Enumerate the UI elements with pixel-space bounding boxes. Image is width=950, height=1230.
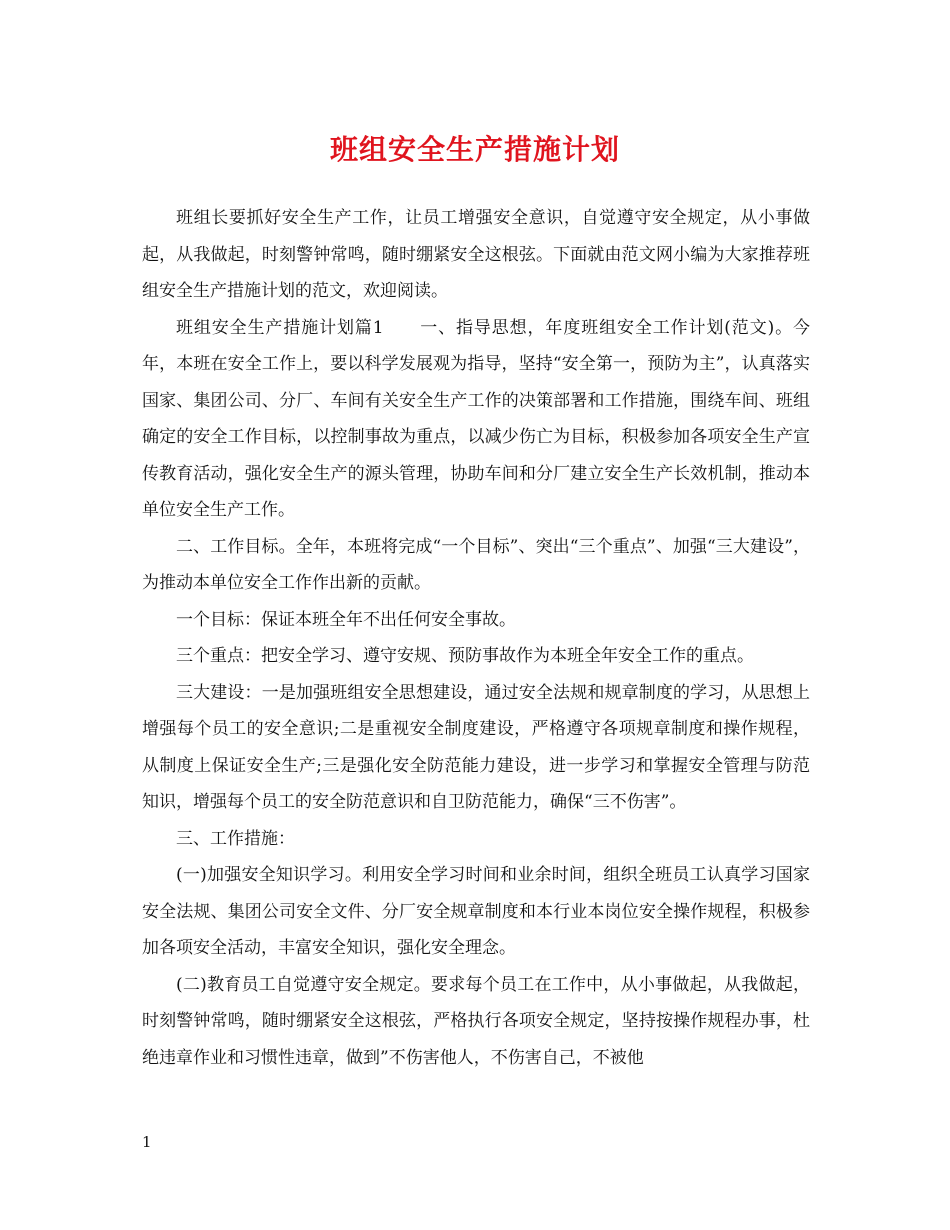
paragraph-intro: 班组长要抓好安全生产工作，让员工增强安全意识，自觉遵守安全规定，从小事做起，从我做起，时刻警钟常鸣，随时绷紧安全这根弦。下面就由范文网小编为大家推荐班组安全生产措施计划的范文，欢迎阅读。 [142, 208, 810, 301]
paragraph-work-measures-heading: 三、工作措施： [176, 828, 295, 849]
document-body [142, 200, 810, 1076]
paragraph-one-goal: 一个目标：保证本班全年不出任何安全事故。 [176, 609, 516, 630]
paragraph-three-constructions: 三大建设：一是加强班组安全思想建设，通过安全法规和规章制度的学习，从思想上增强每个员工的安全意识;二是重视安全制度建设，严格遵守各项规章制度和操作规程，从制度上保证安全生产;三是强化安全防范能力建设，进一步学习和掌握安全管理与防范知识，增强每个员工的安全防范意识和自卫防范能力，确保“三不伤害”。 [142, 682, 810, 812]
document-title: 班组安全生产措施计划 [329, 133, 620, 166]
paragraph-work-goals: 二、工作目标。全年，本班将完成“一个目标”、突出“三个重点”、加强“三大建设”，为推动本单位安全工作作出新的贡献。 [142, 536, 810, 593]
paragraph-measure-2: (二)教育员工自觉遵守安全规定。要求每个员工在工作中，从小事做起，从我做起，时刻警钟常鸣，随时绷紧安全这根弦，严格执行各项安全规定，坚持按操作规程办事，杜绝违章作业和习惯性违章，做到”不伤害他人，不伤害自己，不被他 [142, 974, 810, 1068]
paragraph-measure-1: (一)加强安全知识学习。利用安全学习时间和业余时间，组织全班员工认真学习国家安全法规、集团公司安全文件、分厂安全规章制度和本行业本岗位安全操作规程，积极参加各项安全活动，丰富安全知识，强化安全理念。 [142, 865, 810, 958]
page-number: 1 [142, 1133, 152, 1151]
paragraph-three-key-points: 三个重点：把安全学习、遵守安规、预防事故作为本班全年安全工作的重点。 [176, 646, 754, 666]
paragraph-guiding-thought: 班组安全生产措施计划篇1 一、指导思想，年度班组安全工作计划(范文)。今年，本班在安全工作上，要以科学发展观为指导，坚持“安全第一，预防为主”，认真落实国家、集团公司、分厂、车间有关安全生产工作的决策部署和工作措施，围绕车间、班组确定的安全工作目标，以控制事故为重点，以减少伤亡为目标，积极参加各项安全生产宣传教育活动，强化安全生产的源头管理，协助车间和分厂建立安全生产长效机制，推动本单位安全生产工作。 [142, 317, 810, 520]
